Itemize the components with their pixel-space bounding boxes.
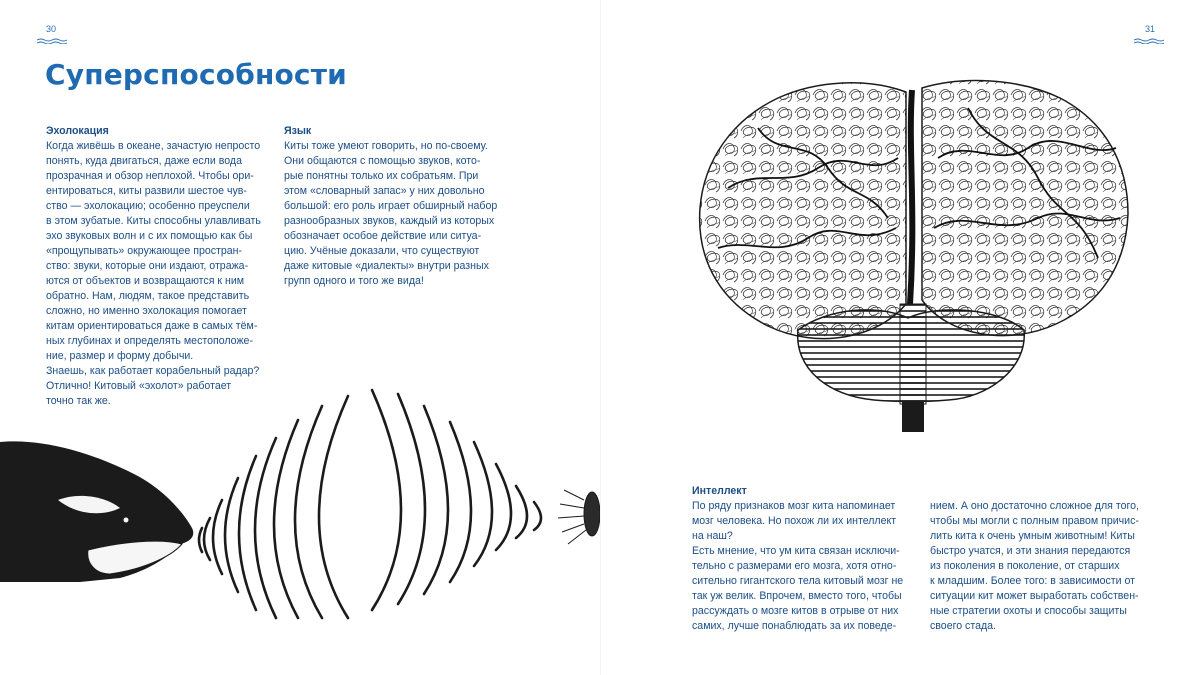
page-number-left: 30: [46, 24, 57, 34]
whale-illustration: [0, 360, 600, 620]
whale-eye: [124, 518, 129, 523]
section-text: Киты тоже умеют говорить, но по-своему. Они общаются с помощью звуков, кото- рые понятны только их собратьям. При этом «словарный запас» у них довольно большой: его роль играет обширный набор разнообразных звуков, каждый из которых обозначает особое действие или ситуа- цию. Учёные доказали, что существуют даже китовые «диалекты» внутри разных групп одного и того же вида!: [284, 140, 498, 287]
section-intellect: [692, 484, 932, 634]
section-title: Интеллект: [692, 485, 747, 497]
brain-right-hemisphere: [922, 81, 1128, 336]
brain-left-hemisphere: [700, 83, 906, 339]
section-text: По ряду признаков мозг кита напоминает мозг человека. Но похож ли их интеллект на наш? Есть мнение, что ум кита связан исключи- тельно с размерами его мозга, хотя отно- сительно гигантского тела китовый мозг не так уж велик. Впрочем, вместо того, чтобы рассуждать о мозге китов в отрыве от них самих, лучше понаблюдать за их поведе-: [692, 500, 904, 632]
wave-ornament-icon: [37, 38, 67, 44]
echo-target: [558, 490, 600, 544]
section-intellect-continued: [930, 499, 1170, 634]
brain-illustration: [668, 68, 1150, 446]
section-title: Язык: [284, 125, 312, 137]
section-text: нием. А оно достаточно сложное для того, чтобы мы могли с полным правом причис- лить кита к очень умным животным! Киты быстро учатся, и эти знания передаются из поколения в поколение, от старших к младшим. Более того: в зависимости от ситуации кит может выработать собствен- ные стратегии охоты и способы защиты своего стада.: [930, 500, 1139, 632]
page-title: Суперспособности: [45, 58, 347, 91]
section-title: Эхолокация: [46, 125, 109, 137]
brain-stem: [900, 304, 926, 404]
page-number-right: 31: [1145, 24, 1156, 34]
section-text: Когда живёшь в океане, зачастую непросто понять, куда двигаться, даже если вода прозрачная и обзор неплохой. Чтобы ори- ентироваться, киты развили шестое чув- ство — эхолокацию; особенно преуспели в этом зубатые. Киты способны улавливать эхо звуковых волн и с их помощью как бы «прощупывать» окружающее простран- ство: звуки, которые они издают, отража- ются от объектов и возвращаются к ним обратно. Нам, людям, такое представить сложно, но именно эхолокация помогает китам ориентироваться даже в самых тём- ных глубинах и определять местоположе- ние, размер и форму добычи. Знаешь, как работает корабельный радар? Отлично! Китовый «эхолот» работает точно так же.: [46, 140, 261, 407]
section-language: [284, 124, 514, 289]
wave-ornament-icon: [1134, 38, 1164, 44]
spread-gutter: [600, 0, 601, 675]
